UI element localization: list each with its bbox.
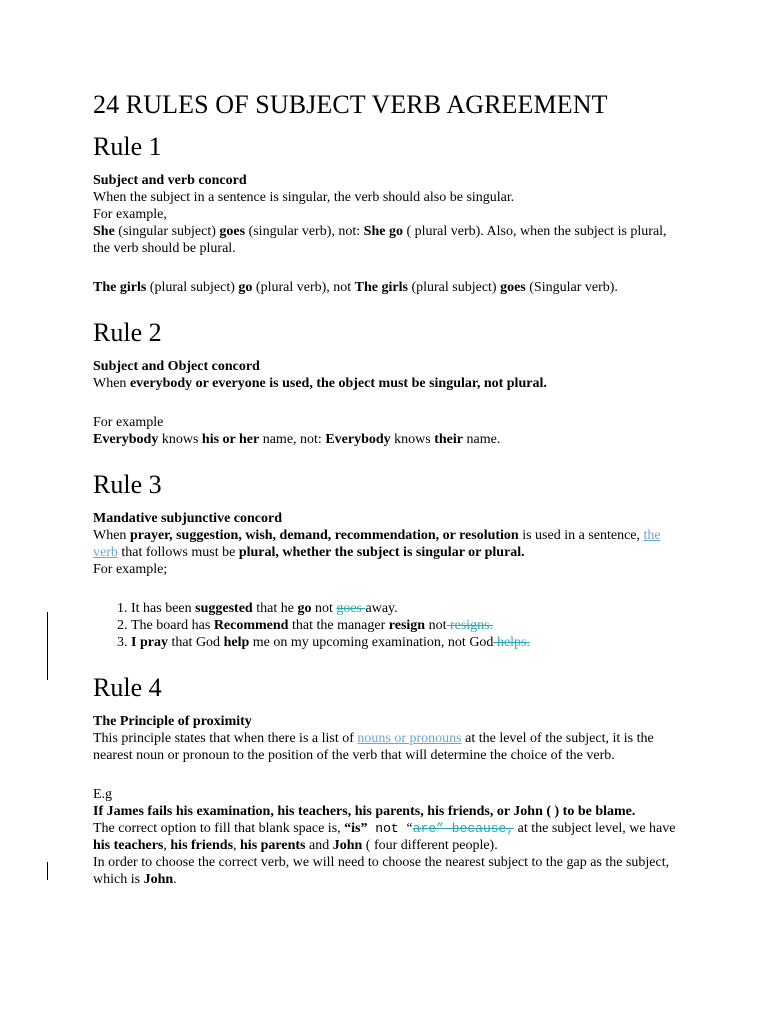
document-page <box>93 86 678 888</box>
rule-1-example-2: The girls (plural subject) go (plural verb), not The girls (plural subject) goes (Singular verb). <box>93 280 618 295</box>
rule-3-text: When prayer, suggestion, wish, demand, recommendation, or resolution is used in a sentence, the verb that follows must be plural, whether the subject is singular or plural. <box>93 528 661 560</box>
revision-bar-rule4 <box>47 862 48 880</box>
rule-3-for-example: For example; <box>93 562 168 577</box>
deleted-text: resigns. <box>446 618 494 633</box>
deleted-text: goes <box>336 601 366 616</box>
rule-3-heading: Rule 3 <box>93 470 162 499</box>
list-item: 1. It has been suggested that he go not goes away. <box>131 600 678 617</box>
deleted-text: are” because, <box>412 821 515 836</box>
rule-4-text: This principle states that when there is a list of nouns or pronouns at the level of the subject, it is the nearest noun or pronoun to the position of the verb that will determine the choice of the verb. <box>93 731 654 763</box>
rule-4-question: If James fails his examination, his teachers, his parents, his friends, or John ( ) to be blame. <box>93 804 636 819</box>
rule-4-conclusion: In order to choose the correct verb, we will need to choose the nearest subject to the gap as the subject, which is John. <box>93 855 670 887</box>
rule-1-example-1: She (singular subject) goes (singular verb), not: She go ( plural verb). Also, when the subject is plural, the verb should be plural. <box>93 224 667 256</box>
deleted-text: helps. <box>493 635 530 650</box>
rule-3-example-list <box>93 600 678 651</box>
rule-1-heading: Rule 1 <box>93 132 162 161</box>
rule-4-explanation: The correct option to fill that blank space is, “is” not “are” because, at the subject level, we have his teachers, his friends, his parents and John ( four different people). <box>93 821 676 853</box>
list-item: 2. The board has Recommend that the manager resign not resigns. <box>131 617 678 634</box>
list-item: 3. I pray that God help me on my upcoming examination, not God helps. <box>131 634 678 651</box>
rule-2-for-example: For example <box>93 415 164 430</box>
nouns-or-pronouns-link[interactable]: nouns or pronouns <box>357 731 462 746</box>
rule-4-heading: Rule 4 <box>93 673 162 702</box>
the-verb-link[interactable]: the verb <box>93 528 661 560</box>
rule-1-for-example: For example, <box>93 207 167 222</box>
rule-4-eg: E.g <box>93 787 113 802</box>
page-title: 24 RULES OF SUBJECT VERB AGREEMENT <box>93 90 608 119</box>
rule-2-text: When everybody or everyone is used, the object must be singular, not plural. <box>93 376 547 391</box>
rule-4-subheading: The Principle of proximity <box>93 714 252 729</box>
rule-2-example: Everybody knows his or her name, not: Everybody knows their name. <box>93 432 501 447</box>
revision-bar-rule3 <box>47 612 48 680</box>
rule-3-subheading: Mandative subjunctive concord <box>93 511 282 526</box>
rule-2-heading: Rule 2 <box>93 318 162 347</box>
rule-1-text: When the subject in a sentence is singular, the verb should also be singular. <box>93 190 515 205</box>
rule-1-subheading: Subject and verb concord <box>93 173 247 188</box>
rule-2-subheading: Subject and Object concord <box>93 359 260 374</box>
